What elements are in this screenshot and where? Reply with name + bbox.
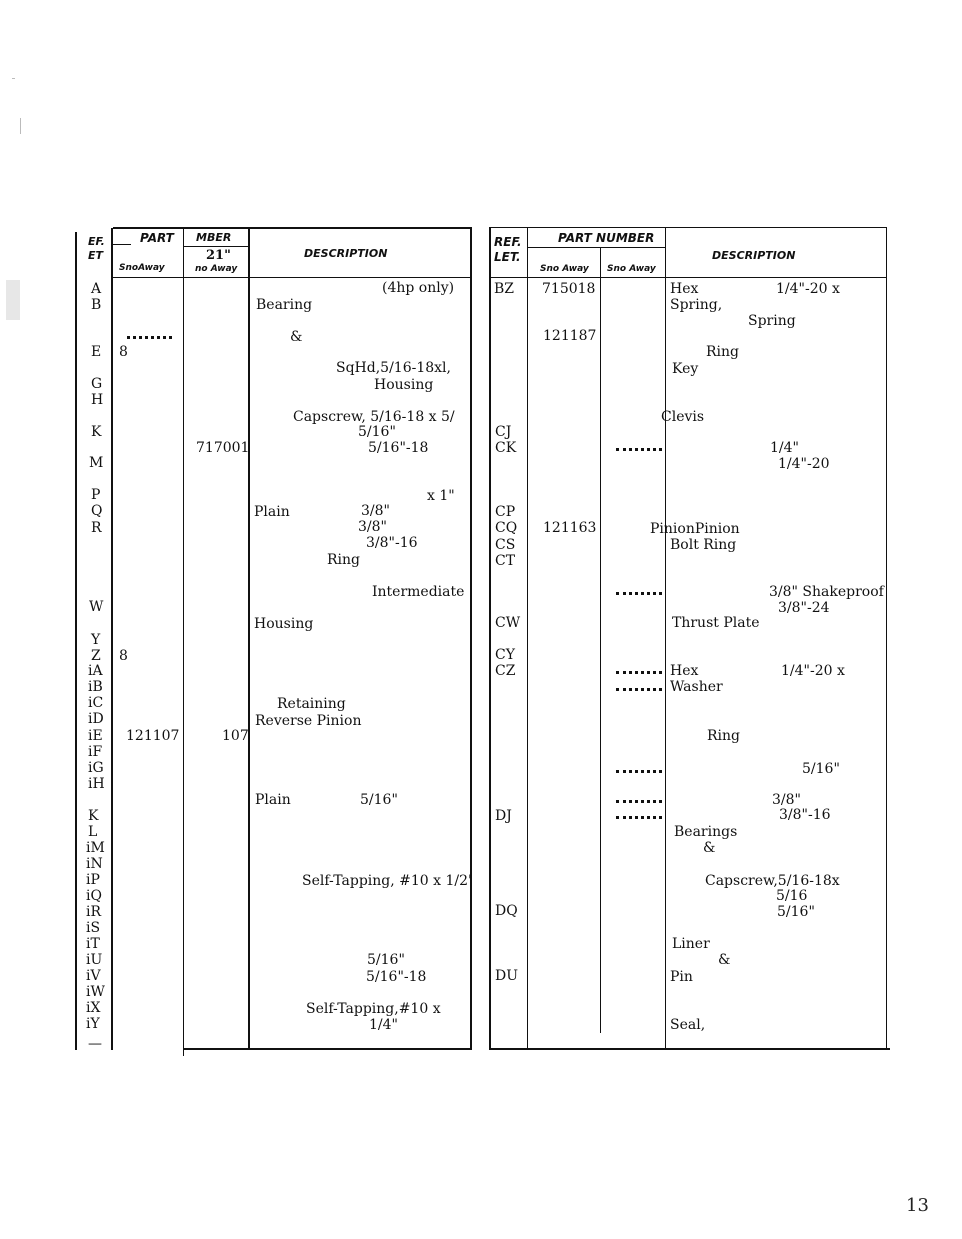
no-part-dash [616,671,662,674]
description-text: Retaining [277,696,346,712]
description-text: & [718,952,731,968]
description-text: Plain [254,504,290,520]
table-rule [248,228,250,1050]
description-text: Ring [327,552,360,568]
description-text: 3/8" [361,503,390,519]
table-rule [527,247,666,248]
ref-letter: iA [88,663,103,679]
description-text: PinionPinion [650,521,740,537]
snoaway-header: SnoAway [119,263,165,273]
description-text: Capscrew, 5/16-18 x 5/ [293,409,455,425]
description-text: 3/8" [772,792,801,808]
description-text: Intermediate [372,584,465,600]
ref-letter: R [91,520,102,536]
ref-letter: K [91,424,102,440]
table-rule [183,246,249,247]
description-text: 1/4" [369,1017,398,1033]
ref-letter: CK [495,440,517,456]
no-part-dash [616,448,662,451]
description-text: Plain [255,792,291,808]
description-text: Spring [748,313,796,329]
ref-letter: CP [495,504,516,520]
description-text: 1/4"-20 x [781,663,845,679]
table-rule [886,228,887,1050]
no-part-dash [127,336,172,339]
description-text: Self-Tapping,#10 x [306,1001,441,1017]
description-text: Washer [670,679,723,695]
ref-letter: M [89,455,104,471]
part-number: 8 [119,648,128,664]
ref-letter: iV [86,968,101,984]
description-text: 3/8"-24 [778,600,830,616]
ref-letter: iY [86,1016,100,1032]
table-rule [489,227,887,228]
table-rule [489,1048,890,1050]
ref-letter: iM [86,840,105,856]
ref-letter: iQ [86,888,102,904]
ref-letter: iS [86,920,101,936]
ref-letter: CT [495,553,516,569]
ref-letter: iR [86,904,102,920]
description-text: x 1" [427,488,455,504]
ref-letter: DJ [495,808,512,824]
snoaway-header: Sno Away [540,264,589,274]
description-text: Ring [707,728,740,744]
description-text: Thrust Plate [672,615,760,631]
description-text: 1/4"-20 [778,456,830,472]
description-text: 5/16" [360,792,398,808]
description-text: Capscrew,5/16-18x [705,873,840,889]
no-part-dash [616,800,662,803]
description-text: Bearings [674,824,738,840]
description-text: Housing [374,377,434,393]
table-rule [113,277,472,278]
description-text: Bolt Ring [670,537,737,553]
description-text: 3/8" Shakeproof [769,584,884,600]
ref-letter: iF [88,744,103,760]
part-number: 715018 [542,281,596,297]
table-rule [75,232,77,1050]
size-header: 21" [206,248,231,263]
description-text: 1/4"-20 x [776,281,840,297]
ref-letter: iT [86,936,100,952]
description-text: 5/16" [777,904,815,920]
ref-letter: E [91,344,102,360]
snoaway-header: Sno Away [607,264,656,274]
part-number: 121107 [126,728,180,744]
ref-letter: CW [495,615,521,631]
description-text: Reverse Pinion [255,713,362,729]
description-text: Hex [670,663,699,679]
table-rule [113,227,472,229]
ref-letter: iB [88,679,103,695]
ref-letter: H [91,392,104,408]
description-text: Clevis [661,409,705,425]
scan-speck [6,280,20,320]
table-rule [113,244,131,245]
ref-letter: B [91,297,102,313]
ref-letter: DU [495,968,519,984]
ref-letter: iW [86,984,105,1000]
ref-letter: iD [88,711,104,727]
table-rule [184,1048,472,1050]
ref-header-bottom: LET. [494,250,521,264]
ref-header-top: REF. [494,235,522,249]
table-rule [111,228,113,1050]
description-text: 3/8"-16 [779,807,831,823]
part-number-header: PART NUMBER [558,231,655,245]
ref-letter: iE [88,728,103,744]
ref-letter: L [88,824,98,840]
description-text: 5/16"-18 [368,440,429,456]
no-part-dash [616,770,662,773]
ref-letter: BZ [494,281,515,297]
part-number: 121187 [543,328,597,344]
noaway-header: no Away [195,264,238,274]
table-rule [665,228,666,1050]
description-text: Spring, [670,297,723,313]
description-text: & [703,840,716,856]
ref-letter: CY [495,647,515,663]
ref-letter: iU [86,952,103,968]
no-part-dash [616,688,662,691]
table-rule [489,228,491,1050]
ref-letter: CZ [495,663,516,679]
part-header: PART [140,231,174,245]
description-text: SqHd,5/16-18xl, [336,360,451,376]
description-text: Bearing [256,297,313,313]
table-rule [470,228,472,1050]
description-text: 5/16 [776,888,808,904]
ref-letter: CS [495,537,516,553]
number-header: MBER [196,231,232,244]
ref-letter: CQ [495,520,518,536]
description-text: (4hp only) [382,280,455,296]
ref-letter: CJ [495,424,512,440]
ref-letter: iX [86,1000,101,1016]
description-text: Pin [670,969,693,985]
ref-letter: Q [91,503,103,519]
description-text: Self-Tapping, #10 x 1/2' [302,873,472,889]
part-number: 717001 [196,440,250,456]
ref-letter: K [88,808,99,824]
table-rule [527,228,528,1050]
ref-letter: iH [88,776,105,792]
part-number: 8 [119,344,128,360]
description-text: Liner [672,936,710,952]
ref-letter: A [91,281,102,297]
ref-letter: P [91,487,101,503]
no-part-dash [616,592,662,595]
description-text: Ring [706,344,739,360]
description-text: 5/16"-18 [366,969,427,985]
ref-header-bottom: ET [88,249,104,262]
description-header: DESCRIPTION [304,247,388,260]
ref-letter: Z [91,648,101,664]
part-number: 121163 [543,520,597,536]
description-header: DESCRIPTION [712,249,796,262]
description-text: 5/16" [802,761,840,777]
ref-letter: — [88,1036,102,1052]
no-part-dash [616,816,662,819]
ref-letter: DQ [495,903,518,919]
description-text: & [290,329,303,345]
description-text: Housing [254,616,314,632]
page-number: 13 [906,1195,929,1216]
table-rule [489,277,887,278]
ref-letter: W [89,599,104,615]
ref-letter: iN [86,856,103,872]
ref-letter: iP [86,872,100,888]
description-text: 1/4" [770,440,799,456]
description-text: Seal, [670,1017,706,1033]
description-text: Key [672,361,699,377]
ref-header-top: EF. [88,235,105,248]
scan-speck [20,118,21,134]
table-rule [183,228,184,1056]
scan-speck [12,78,15,79]
part-number: 107 [222,728,249,744]
ref-letter: iC [88,695,104,711]
description-text: 5/16" [358,424,396,440]
ref-letter: iG [88,760,104,776]
description-text: 5/16" [367,952,405,968]
ref-letter: G [91,376,103,392]
table-rule [600,248,601,1033]
description-text: Hex [670,281,699,297]
description-text: 3/8" [358,519,387,535]
ref-letter: Y [91,632,101,648]
description-text: 3/8"-16 [366,535,418,551]
